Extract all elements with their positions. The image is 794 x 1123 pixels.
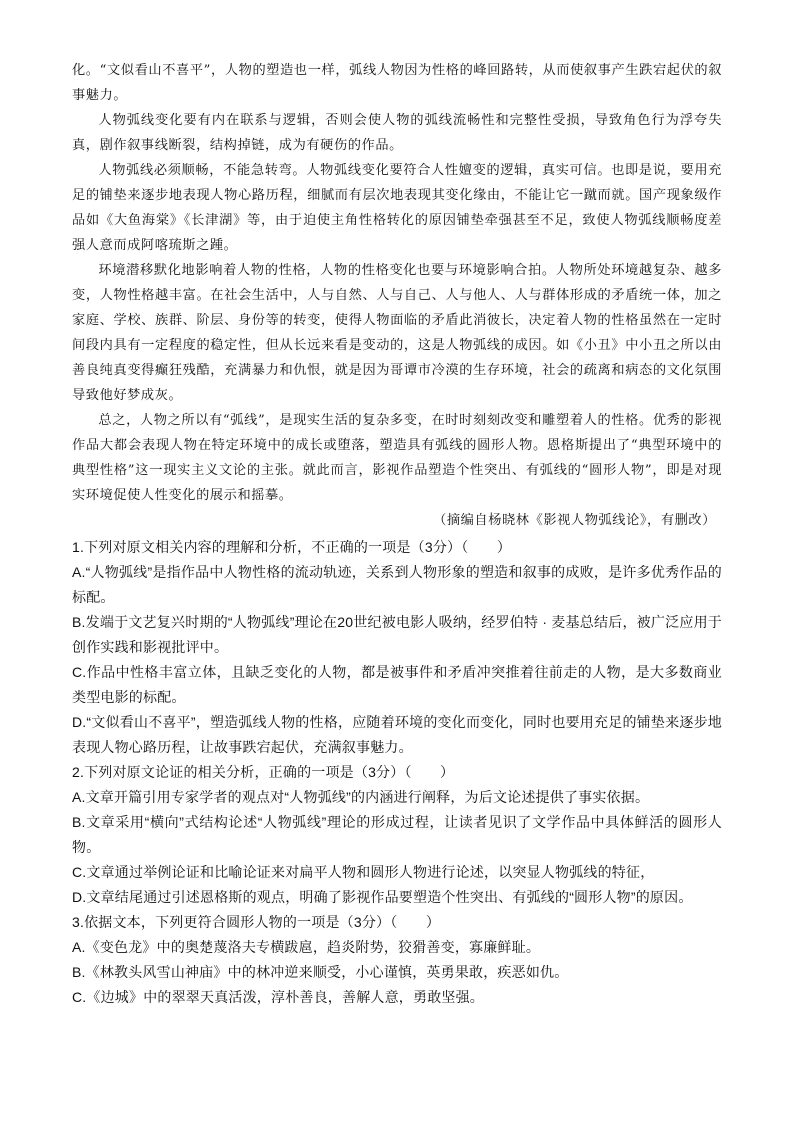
passage-paragraph: 化。“文似看山不喜平”，人物的塑造也一样，弧线人物因为性格的峰回路转，从而使叙事产生跌宕起伏的叙事魅力。 [72, 63, 722, 103]
question-1-option-a: A.“人物弧线”是指作品中人物性格的流动轨迹，关系到人物形象的塑造和叙事的成败，是许多优秀作品的标配。 [72, 564, 722, 605]
reading-passage [72, 58, 722, 533]
question-3-option-b: B.《林教头风雪山神庙》中的林冲逆来顺受，小心谨慎，英勇果敢，疾恶如仇。 [72, 964, 569, 980]
document-page [72, 58, 722, 1010]
passage-paragraph: 人物弧线变化要有内在联系与逻辑，否则会使人物的弧线流畅性和完整性受损，导致角色行为浮夸失真，剧作叙事线断裂，结构掉链，成为有硬伤的作品。 [72, 113, 722, 153]
question-2-option-c: C.文章通过举例论证和比喻论证来对扁平人物和圆形人物进行论述，以突显人物弧线的特征， [72, 864, 655, 880]
passage-paragraph: 总之，人物之所以有“弧线”，是现实生活的复杂多变，在时时刻刻改变和雕塑着人的性格。优秀的影视作品大都会表现人物在特定环境中的成长或堕落，塑造具有弧线的圆形人物。恩格斯提出了“典型环境中的典型性格”这一现实主义文论的主张。就此而言，影视作品塑造个性突出、有弧线的“圆形人物”，即是对现实环境促使人性变化的展示和摇摹。 [72, 413, 722, 503]
question-2-stem: 2.下列对原文论证的相关分析，正确的一项是（3分）（ ） [72, 764, 455, 780]
passage-source: （摘编自杨晓林《影视人物弧线论》，有删改） [433, 513, 716, 528]
question-1-option-c: C.作品中性格丰富立体，且缺乏变化的人物，都是被事件和矛盾冲突推着往前走的人物，是大多数商业类型电影的标配。 [72, 664, 722, 705]
question-3-option-a: A.《变色龙》中的奥楚蔑洛夫专横跋扈，趋炎附势，狡猾善变，寡廉鲜耻。 [72, 939, 541, 955]
question-2-option-a: A.文章开篇引用专家学者的观点对“人物弧线”的内涵进行阐释，为后文论述提供了事实依据。 [72, 789, 650, 805]
passage-paragraph: 人物弧线必须顺畅，不能急转弯。人物弧线变化要符合人性嬗变的逻辑，真实可信。也即是说，要用充足的铺垫来逐步地表现人物心路历程，细腻而有层次地表现其变化缘由，不能让它一蹴而就。国产现象级作品如《大鱼海棠》《长津湖》等，由于迫使主角性格转化的原因铺垫牵强甚至不足，致使人物弧线顺畅度差强人意而成阿喀琉斯之踵。 [72, 163, 722, 253]
question-2-option-d: D.文章结尾通过引述恩格斯的观点，明确了影视作品要塑造个性突出、有弧线的“圆形人物”的原因。 [72, 889, 693, 905]
question-3-option-c: C.《边城》中的翠翠天真活泼，淳朴善良，善解人意，勇敢坚强。 [72, 989, 484, 1005]
question-1-option-d: D.“文似看山不喜平”，塑造弧线人物的性格，应随着环境的变化而变化，同时也要用充足的铺垫来逐步地表现人物心路历程，让故事跌宕起伏，充满叙事魅力。 [72, 714, 722, 755]
question-1-stem: 1.下列对原文相关内容的理解和分析，不正确的一项是（3分）（ ） [72, 539, 512, 555]
question-1-option-b: B.发端于文艺复兴时期的“人物弧线”理论在20世纪被电影人吸纳，经罗伯特 · 麦基总结后，被广泛应用于创作实践和影视批评中。 [72, 614, 722, 655]
question-list [72, 535, 722, 1010]
question-3-stem: 3.依据文本，下列更符合圆形人物的一项是（3分）（ ） [72, 914, 441, 930]
question-2-option-b: B.文章采用“横向”式结构论述“人物弧线”理论的形成过程，让读者见识了文学作品中具体鲜活的圆形人物。 [72, 814, 722, 855]
passage-paragraph: 环境潜移默化地影响着人物的性格，人物的性格变化也要与环境影响合拍。人物所处环境越复杂、越多变，人物性格越丰富。在社会生活中，人与自然、人与自己、人与他人、人与群体形成的矛盾统一体，加之家庭、学校、族群、阶层、身份等的转变，使得人物面临的矛盾此消彼长，决定着人物的性格虽然在一定时间段内具有一定程度的稳定性，但从长远来看是变动的，这是人物弧线的成因。如《小丑》中小丑之所以由善良纯真变得癫狂残酷，充满暴力和仇恨，就是因为哥谭市冷漠的生存环境，社会的疏离和病态的文化氛围导致他好梦成灰。 [72, 263, 722, 403]
